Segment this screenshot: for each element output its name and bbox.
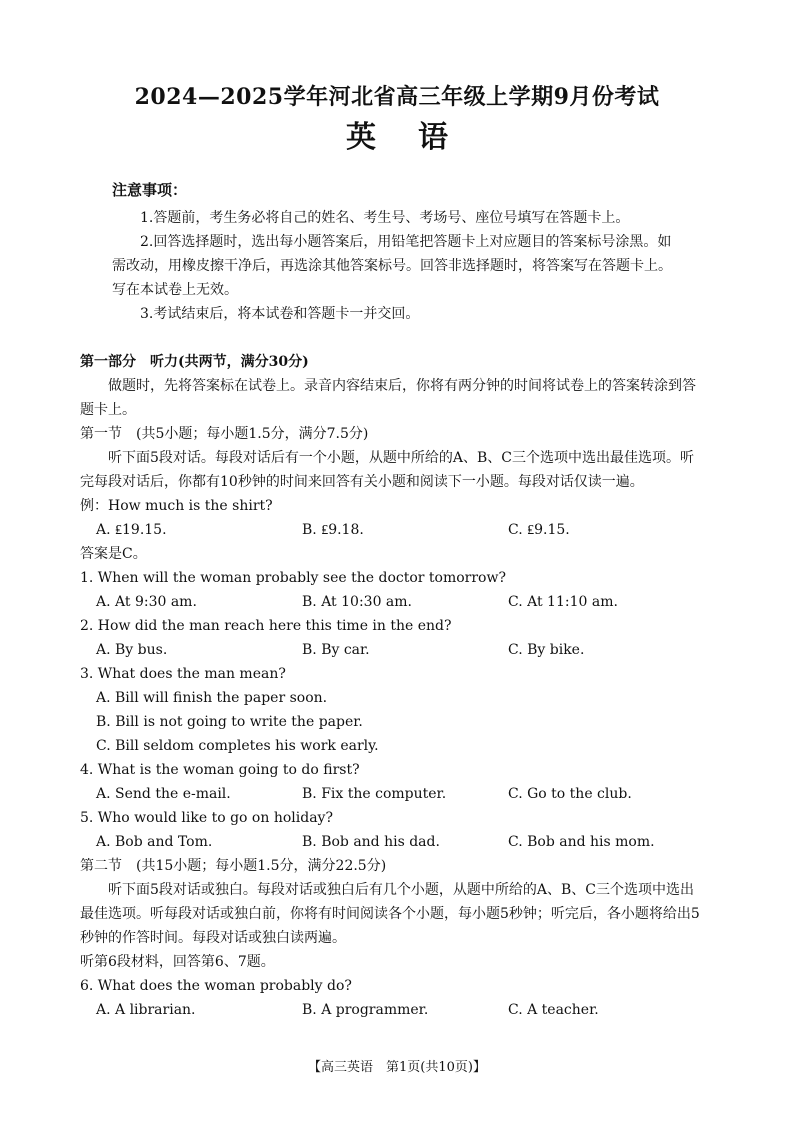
question-5: 5. Who would like to go on holiday? — [80, 810, 333, 826]
option: A. A librarian. — [96, 1002, 196, 1018]
option: B. Bill is not going to write the paper. — [96, 714, 363, 730]
section1-intro: 听下面5段对话。每段对话后有一个小题，从题中所给的A、B、C三个选项中选出最佳选项。听完每段对话后，你都有10秒钟的时间来回答有关小题和阅读下一小题。每段对话仅读一遍。 — [80, 450, 695, 490]
option: A. At 9:30 am. — [96, 594, 197, 610]
question-2-options — [80, 638, 700, 662]
option: C. Go to the club. — [508, 786, 632, 802]
example-question: 例：How much is the shirt? — [80, 498, 273, 514]
part1-intro: 做题时，先将答案标在试卷上。录音内容结束后，你将有两分钟的时间将试卷上的答案转涂到答题卡上。 — [80, 378, 696, 418]
option: B. ₤9.18. — [302, 522, 364, 538]
page-footer: 【高三英语 第1页(共10页)】 — [308, 1060, 486, 1075]
question-5-options — [80, 830, 700, 854]
option: B. A programmer. — [302, 1002, 429, 1018]
example-answer: 答案是C。 — [80, 546, 147, 562]
material-note: 听第6段材料，回答第6、7题。 — [80, 954, 275, 970]
subject-title: 英语 — [346, 120, 490, 155]
section2-heading: 第二节 (共15小题；每小题1.5分，满分22.5分) — [80, 858, 387, 874]
question-2: 2. How did the man reach here this time in the end? — [80, 618, 452, 634]
option: B. Fix the computer. — [302, 786, 447, 802]
option: C. At 11:10 am. — [508, 594, 618, 610]
option: B. Bob and his dad. — [302, 834, 440, 850]
option: A. Send the e-mail. — [96, 786, 231, 802]
question-3: 3. What does the man mean? — [80, 666, 286, 682]
option: B. At 10:30 am. — [302, 594, 412, 610]
section2-intro: 听下面5段对话或独白。每段对话或独白后有几个小题，从题中所给的A、B、C三个选项中选出最佳选项。听每段对话或独白前，你将有时间阅读各个小题，每小题5秒钟；听完后，各小题将给出5秒钟的作答时间。每段对话或独白读两遍。 — [80, 882, 700, 946]
option: A. By bus. — [96, 642, 168, 658]
option: C. Bob and his mom. — [508, 834, 655, 850]
part1-heading: 第一部分 听力(共两节，满分30分) — [80, 354, 309, 370]
option: C. By bike. — [508, 642, 585, 658]
option: A. Bob and Tom. — [96, 834, 213, 850]
question-6: 6. What does the woman probably do? — [80, 978, 352, 994]
notice-item: 2.回答选择题时，选出每小题答案后，用铅笔把答题卡上对应题目的答案标号涂黑。如需改动，用橡皮擦干净后，再选涂其他答案标号。回答非选择题时，将答案写在答题卡上。写在本试卷上无效。 — [112, 234, 672, 298]
option: C. Bill seldom completes his work early. — [96, 738, 379, 754]
notice-item: 3.考试结束后，将本试卷和答题卡一并交回。 — [140, 306, 420, 322]
option: A. ₤19.15. — [96, 522, 167, 538]
exam-title: 2024—2025学年河北省高三年级上学期9月份考试 — [134, 84, 660, 110]
option: A. Bill will finish the paper soon. — [96, 690, 328, 706]
section1-heading: 第一节 (共5小题；每小题1.5分，满分7.5分) — [80, 426, 369, 442]
question-4-options — [80, 782, 700, 806]
notice-heading: 注意事项： — [112, 181, 188, 199]
listening-part — [80, 350, 700, 1022]
option: B. By car. — [302, 642, 370, 658]
question-1: 1. When will the woman probably see the doctor tomorrow? — [80, 570, 506, 586]
option: C. A teacher. — [508, 1002, 599, 1018]
option: C. ₤9.15. — [508, 522, 570, 538]
question-6-options — [80, 998, 700, 1022]
question-1-options — [80, 590, 700, 614]
notice-item: 1.答题前，考生务必将自己的姓名、考生号、考场号、座位号填写在答题卡上。 — [140, 210, 630, 226]
example-options — [80, 518, 700, 542]
question-4: 4. What is the woman going to do first? — [80, 762, 360, 778]
notice-section — [112, 178, 682, 326]
